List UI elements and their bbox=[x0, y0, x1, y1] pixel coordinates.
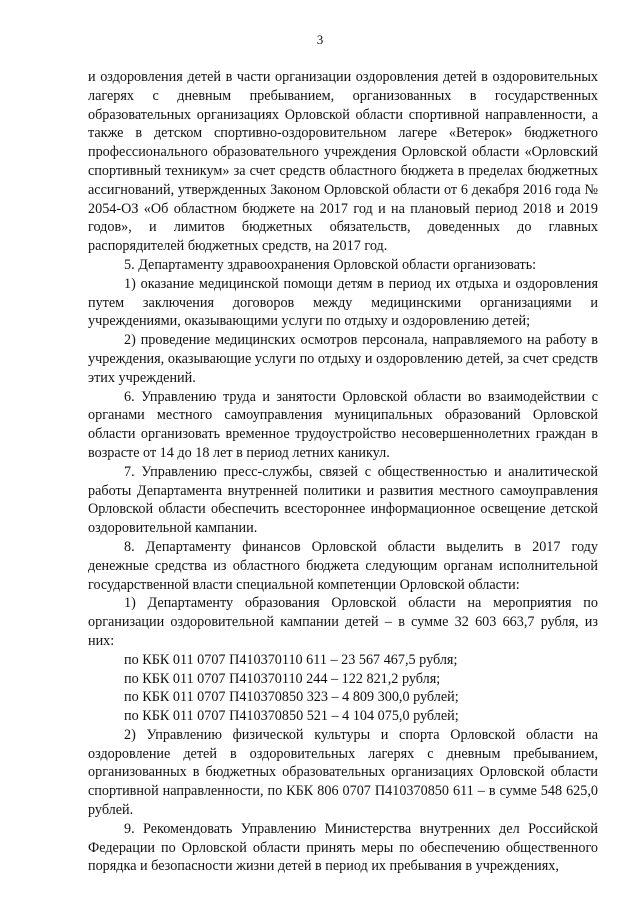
paragraph-item-8-2: 2) Управлению физической культуры и спорта Орловской области на оздоровление детей в оздоровительных лагерях с дневным пребыванием, организованных в бюджетных образовательных организациях Орловской области спортивной направленности, по КБК 806 0707 П410370850 611 – в сумме 548 625,0 рублей. bbox=[88, 726, 598, 819]
paragraph-item-5-1: 1) оказание медицинской помощи детям в период их отдыха и оздоровления путем заключения договоров между медицинскими организациями и учреждениями, оказывающими услуги по отдыху и оздоровлению детей; bbox=[88, 275, 598, 330]
paragraph-item-8-1: 1) Департаменту образования Орловской области на мероприятия по организации оздоровительной кампании детей – в сумме 32 603 663,7 рубля, из них: bbox=[88, 595, 598, 649]
paragraph-continuation: и оздоровления детей в части организации оздоровления детей в оздоровительных лагерях с дневным пребыванием, организованных в государственных образовательных организациях Орловской области спортивной направленности, а также в детском спортивно-оздоровительном лагере «Ветерок» бюджетного профессионального образовательного учреждения Орловской области «Орловский спортивный техникум» за счет средств областного бюджета в пределах бюджетных ассигнований, утвержденных Законом Орловской области от 6 декабря 2016 года № 2054-ОЗ «Об областном бюджете на 2017 год и на плановый период 2018 и 2019 годов», и лимитов бюджетных обязательств, доведенных до главных распорядителей бюджетных средств, на 2017 год. bbox=[88, 69, 598, 255]
page-number: 3 bbox=[316, 32, 324, 47]
paragraph-item-5: 5. Департаменту здравоохранения Орловской области организовать: bbox=[124, 256, 537, 273]
kbk-line: по КБК 011 0707 П410370850 323 – 4 809 300,0 рублей; bbox=[124, 689, 459, 706]
paragraph-item-7: 7. Управлению пресс-службы, связей с общественностью и аналитической работы Департамента внутренней политики и развития местного самоуправления Орловской области обеспечить всестороннее информационное освещение детской оздоровительной кампании. bbox=[88, 463, 598, 537]
kbk-line: по КБК 011 0707 П410370110 244 – 122 821,2 рубля; bbox=[124, 670, 441, 687]
document-body bbox=[88, 68, 598, 876]
paragraph-item-9: 9. Рекомендовать Управлению Министерства внутренних дел Российской Федерации по Орловской области принять меры по обеспечению общественного порядка и безопасности жизни детей в период их пребывания в учреждениях, bbox=[88, 820, 598, 875]
kbk-line: по КБК 011 0707 П410370850 521 – 4 104 075,0 рублей; bbox=[124, 708, 459, 725]
paragraph-item-6: 6. Управлению труда и занятости Орловской области во взаимодействии с органами местного самоуправления муниципальных образований Орловской области организовать временное трудоустройство несовершеннолетних граждан в возрасте от 14 до 18 лет в период летних каникул. bbox=[88, 388, 598, 461]
kbk-line: по КБК 011 0707 П410370110 611 – 23 567 467,5 рубля; bbox=[124, 651, 458, 668]
paragraph-item-5-2: 2) проведение медицинских осмотров персонала, направляемого на работу в учреждения, оказывающие услуги по отдыху и оздоровлению детей, за счет средств этих учреждений. bbox=[88, 332, 598, 386]
paragraph-item-8: 8. Департаменту финансов Орловской области выделить в 2017 году денежные средства из областного бюджета следующим органам исполнительной государственной власти специальной компетенции Орловской области: bbox=[88, 538, 598, 593]
